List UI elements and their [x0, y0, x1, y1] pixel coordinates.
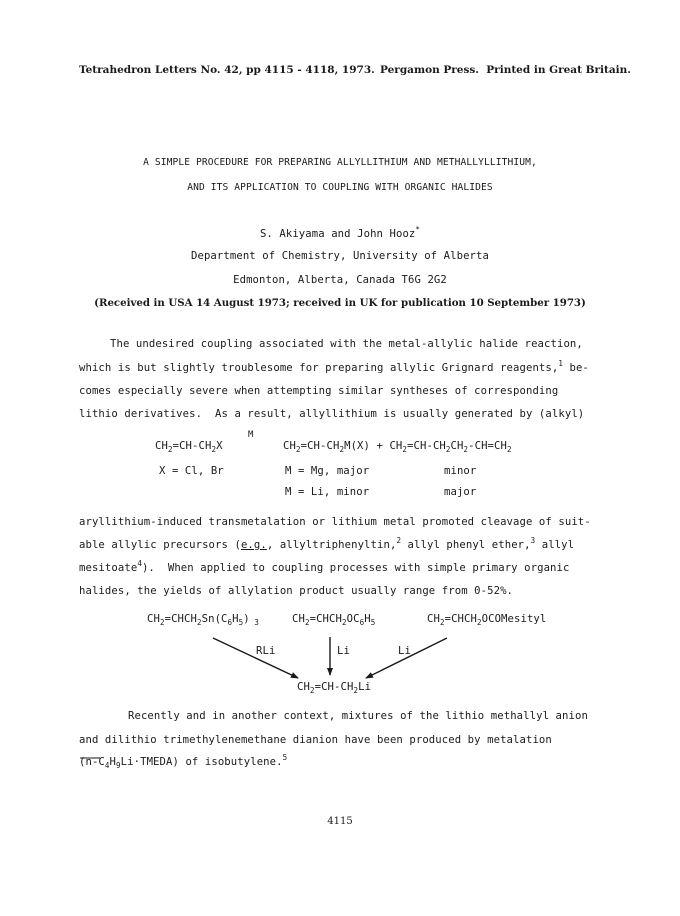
scheme2-precursor-tin: $CH_2=CHCH_2Sn(C_6H_5)$ $_3$ [147, 613, 259, 627]
scheme1-arrow-label: M [248, 430, 254, 440]
para1-line-4: lithio derivatives. As a result, allyllithium is usually generated by (alkyl) [79, 408, 585, 420]
scheme2-precursor-mesitoate: $CH_2=CHCH_2OCOMesityl$ [427, 613, 547, 627]
scheme1-x-definition: X = Cl, Br [159, 465, 224, 477]
authors: S. Akiyama and John Hooz* [259, 225, 421, 240]
corresponding-author-mark: * [415, 225, 421, 234]
scheme1-li-line: M = Li, minor [285, 486, 370, 498]
scheme1-reactant: $CH_2=CH-CH_2X$ [155, 440, 223, 454]
page-number: 4115 [327, 816, 353, 827]
ref-5: 5 [282, 753, 288, 762]
para2-line-4: halides, the yields of allylation product usually range from 0-52%. [79, 585, 514, 597]
title-line-1: A SIMPLE PROCEDURE FOR PREPARING ALLYLLITHIUM AND METHALLYLLITHIUM, [143, 157, 537, 168]
received-dates: (Received in USA 14 August 1973; received in UK for publication 10 September 1973) [94, 297, 586, 309]
arrow-from-tin [213, 638, 298, 678]
title-line-2: AND ITS APPLICATION TO COUPLING WITH ORGANIC HALIDES [187, 182, 493, 193]
ref-3: 3 [530, 536, 536, 545]
journal-citation: Tetrahedron Letters No. 42, pp 4115 - 4118, 1973. [79, 64, 375, 76]
arrow-from-mesitoate [366, 638, 447, 678]
scheme2-precursor-ether: $CH_2=CHCH_2OC_6H_5$ [292, 613, 376, 627]
para1-line-3: comes especially severe when attempting similar syntheses of corresponding [79, 385, 559, 397]
scheme1-products: $CH_2=CH-CH_2M(X) + CH_2=CH-CH_2CH_2-CH=CH_2$ [283, 440, 512, 454]
affiliation-line-1: Department of Chemistry, University of Alberta [191, 250, 489, 262]
publisher-line: Pergamon Press. Printed in Great Britain. [380, 64, 631, 76]
eg-underlined: e.g. [240, 539, 267, 551]
para3-line-3: $(n-C_4H_9Li\cdot TMEDA)$ of isobutylene.$^5$ [79, 753, 288, 770]
scheme1-minor: minor [444, 465, 477, 477]
ref-4: 4 [137, 559, 142, 568]
ref-1: 1 [558, 359, 563, 368]
scheme2-label-rli: RLi [256, 645, 276, 657]
para1-line-1: The undesired coupling associated with the metal-allylic halide reaction, [110, 338, 583, 350]
ref-2: 2 [396, 536, 402, 545]
para2-line-1: aryllithium-induced transmetalation or lithium metal promoted cleavage of suit- [79, 516, 591, 528]
para1-line-2: which is but slightly troublesome for preparing allylic Grignard reagents,$^1$ be- [79, 359, 589, 374]
affiliation-line-2: Edmonton, Alberta, Canada T6G 2G2 [233, 274, 447, 286]
scheme2-label-li-2: Li [398, 645, 411, 657]
scheme2-label-li-1: Li [337, 645, 350, 657]
scheme1-mg-line: M = Mg, major [285, 465, 370, 477]
para2-line-3: mesitoate$^4$). When applied to coupling processes with simple primary organic [79, 559, 570, 574]
para3-line-1: Recently and in another context, mixtures of the lithio methallyl anion [128, 710, 588, 722]
scheme1-major: major [444, 486, 477, 498]
scheme2-product-allyllithium: $CH_2=CH-CH_2Li$ [297, 681, 372, 695]
para2-line-2: able allylic precursors (e.g., allyltriphenyltin,$^2$ allyl phenyl ether,$^3$ allyl [79, 536, 575, 551]
para3-line-2: and dilithio trimethylenemethane dianion have been produced by metalation [79, 734, 552, 746]
